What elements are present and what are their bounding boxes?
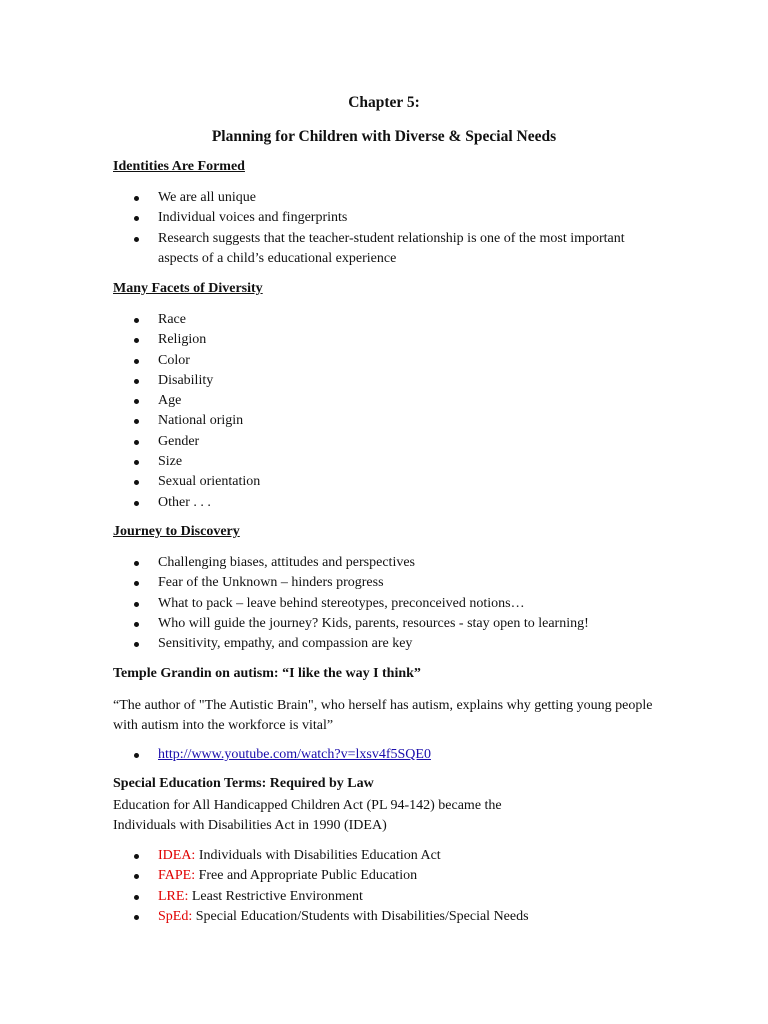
bullet-icon [134, 419, 139, 424]
bullet-icon [134, 622, 139, 627]
section-heading-diversity: Many Facets of Diversity [113, 281, 263, 296]
list-item: Research suggests that the teacher-student relationship is one of the most important aspects of a child’s educational experience [0, 229, 768, 270]
bullet-icon [134, 379, 139, 384]
list-item: Challenging biases, attitudes and perspectives [0, 553, 768, 573]
list-item: Fear of the Unknown – hinders progress [0, 573, 768, 593]
term-acronym: SpEd: [158, 908, 193, 924]
bullet-icon [134, 895, 139, 900]
list-item: Race [0, 310, 768, 330]
list-item: What to pack – leave behind stereotypes, preconceived notions… [0, 594, 768, 614]
video-link[interactable]: http://www.youtube.com/watch?v=lxsv4f5SQE0 [158, 747, 431, 762]
list-item: Sensitivity, empathy, and compassion are key [0, 634, 768, 654]
section-heading-temple: Temple Grandin on autism: “I like the way I think” [113, 666, 421, 681]
bullet-icon [134, 460, 139, 465]
bullet-icon [134, 854, 139, 859]
special-ed-line-2: Individuals with Disabilities Act in 1990 (IDEA) [113, 818, 387, 833]
list-item: Religion [0, 330, 768, 350]
list-item [0, 907, 768, 927]
term-definition: Individuals with Disabilities Education Act [195, 848, 441, 863]
diversity-list [0, 310, 768, 513]
bullet-icon [134, 359, 139, 364]
list-item: Age [0, 391, 768, 411]
term-definition: Least Restrictive Environment [188, 888, 363, 904]
list-item [0, 887, 768, 907]
bullet-icon [134, 602, 139, 607]
bullet-icon [134, 501, 139, 506]
bullet-icon [134, 480, 139, 485]
term-definition: Special Education/Students with Disabilities/Special Needs [192, 908, 529, 924]
section-heading-identities: Identities Are Formed [113, 159, 245, 174]
list-item: Size [0, 452, 768, 472]
list-item: Sexual orientation [0, 472, 768, 492]
list-item [0, 745, 768, 765]
list-item: Who will guide the journey? Kids, parents, resources - stay open to learning! [0, 614, 768, 634]
term-acronym: LRE: [158, 888, 189, 904]
chapter-label: Chapter 5: [348, 94, 420, 111]
bullet-icon [134, 581, 139, 586]
list-item [0, 846, 768, 866]
list-item: Color [0, 351, 768, 371]
list-item: Individual voices and fingerprints [0, 208, 768, 228]
special-ed-terms-list [0, 846, 768, 927]
identities-list [0, 188, 768, 269]
list-item: National origin [0, 411, 768, 431]
bullet-icon [134, 318, 139, 323]
bullet-icon [134, 196, 139, 201]
temple-quote: “The author of "The Autistic Brain", who herself has autism, explains why getting young people with autism into the workforce is vital” [113, 698, 653, 733]
section-heading-special-ed: Special Education Terms: Required by Law [113, 776, 374, 791]
term-acronym: IDEA: [158, 848, 196, 863]
section-heading-journey: Journey to Discovery [113, 524, 240, 539]
list-item: Disability [0, 371, 768, 391]
bullet-icon [134, 399, 139, 404]
bullet-icon [134, 753, 139, 758]
journey-list [0, 553, 768, 654]
bullet-icon [134, 338, 139, 343]
bullet-icon [134, 642, 139, 647]
term-acronym: FAPE: [158, 868, 196, 884]
list-item: Other . . . [0, 493, 768, 513]
bullet-icon [134, 915, 139, 920]
bullet-icon [134, 561, 139, 566]
bullet-icon [134, 216, 139, 221]
bullet-icon [134, 874, 139, 879]
page-title: Planning for Children with Diverse & Special Needs [211, 128, 557, 145]
list-item: Gender [0, 432, 768, 452]
term-definition: Free and Appropriate Public Education [195, 868, 418, 884]
temple-link-list [0, 745, 768, 765]
list-item [0, 866, 768, 886]
bullet-icon [134, 237, 139, 242]
special-ed-line-1: Education for All Handicapped Children Act (PL 94-142) became the [113, 798, 502, 813]
bullet-icon [134, 440, 139, 445]
list-item: We are all unique [0, 188, 768, 208]
